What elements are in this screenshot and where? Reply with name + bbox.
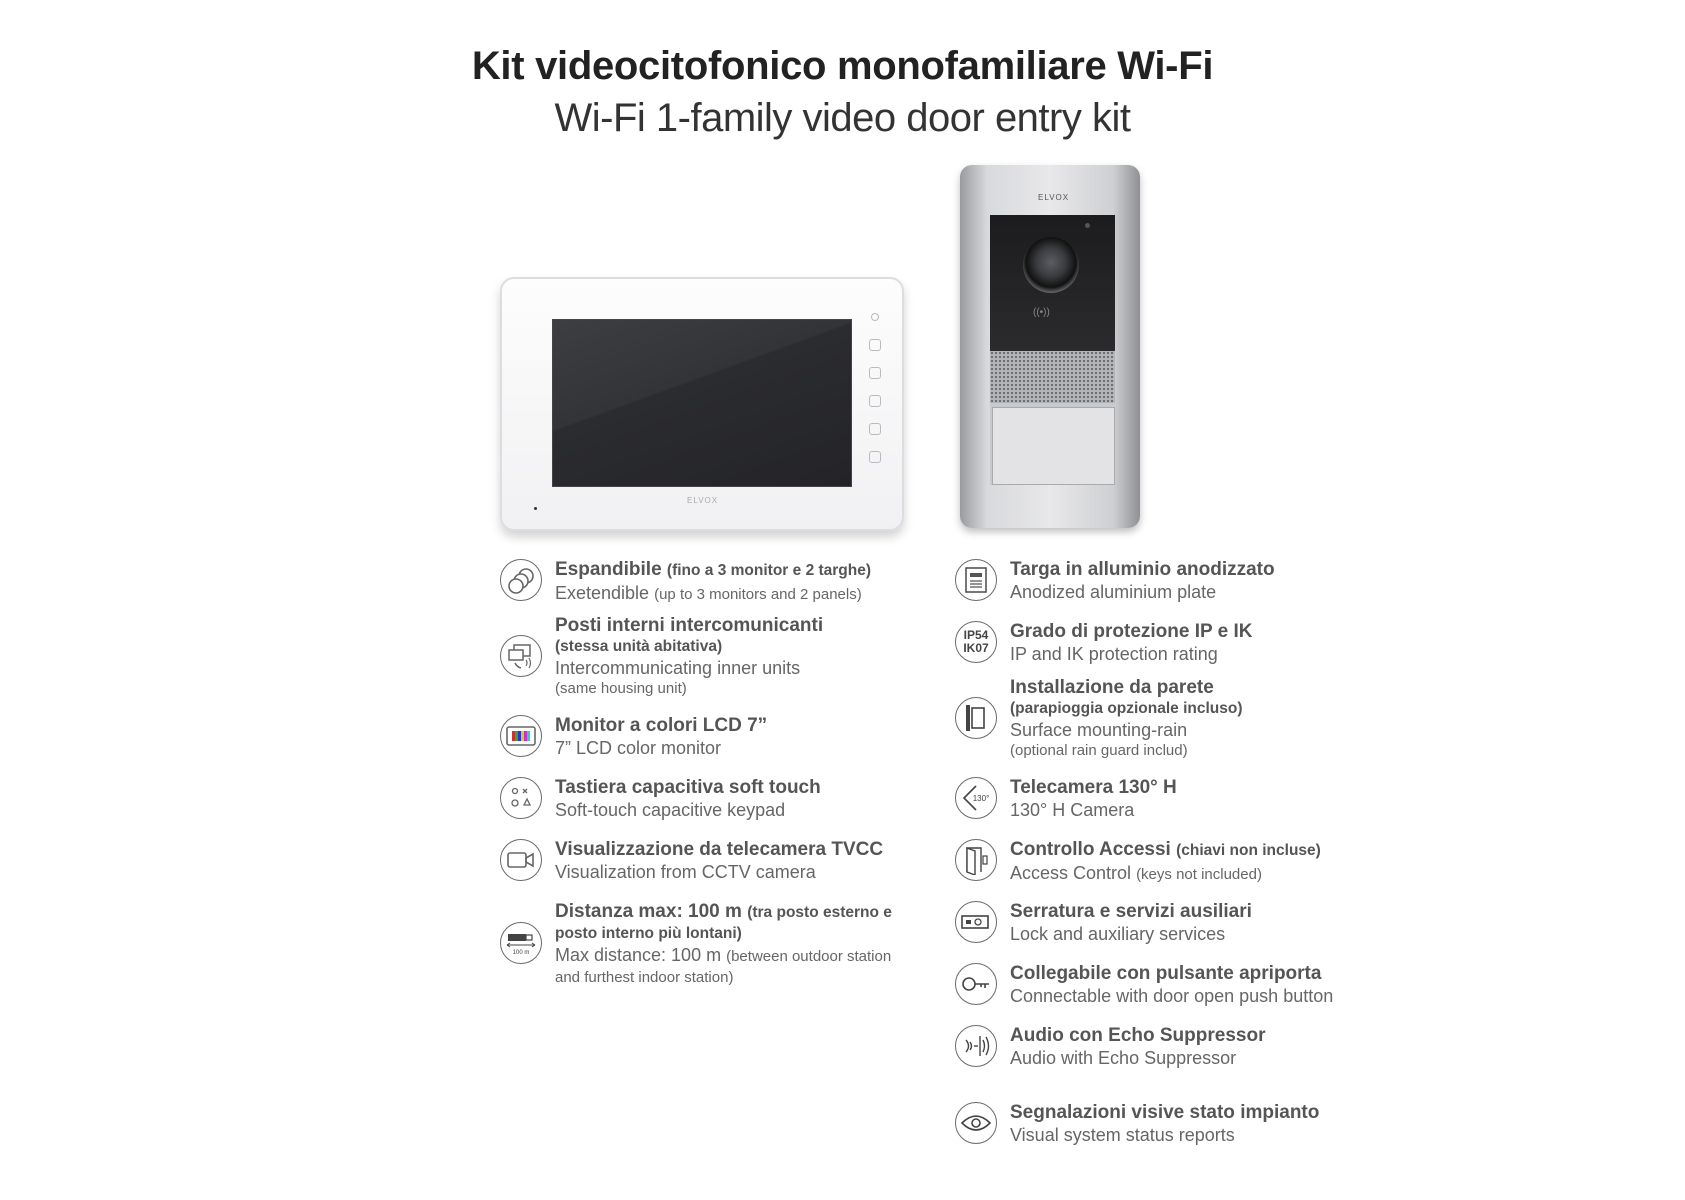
- distance-icon-label: 100 m: [512, 950, 530, 956]
- feature-title-it: Distanza max: 100 m: [555, 901, 742, 922]
- lcd-monitor-icon: [500, 715, 542, 757]
- panel-brand: ELVOX: [1038, 193, 1070, 202]
- wall-mount-icon: [955, 697, 997, 739]
- feature-title-it-note: (chiavi non incluse): [1176, 842, 1321, 859]
- feature-title-it: Targa in alluminio anodizzato: [1010, 559, 1275, 580]
- title-italian: Kit videocitofonico monofamiliare Wi-Fi: [471, 44, 1214, 88]
- feature-title-it: Controllo Accessi: [1010, 839, 1171, 860]
- feature-title-it: Segnalazioni visive stato impianto: [1010, 1102, 1320, 1123]
- aluminium-plate-icon: [955, 559, 997, 601]
- intercom-icon: [500, 635, 542, 677]
- feature-title-it: Posti interni intercomunicanti: [555, 615, 824, 636]
- monitor-brand: ELVOX: [687, 496, 719, 505]
- feature-title-it: Grado di protezione IP e IK: [1010, 621, 1253, 642]
- feature-title-it: Tastiera capacitiva soft touch: [555, 777, 821, 798]
- door-button-icon: [955, 963, 997, 1005]
- feature-title-it: Serratura e servizi ausiliari: [1010, 901, 1252, 922]
- cctv-camera-icon: [500, 839, 542, 881]
- feature-title-en: Audio with Echo Suppressor: [1010, 1048, 1237, 1068]
- feature-title-en: Intercommunicating inner units: [555, 658, 801, 678]
- monitor-button-icon: [869, 395, 881, 407]
- panel-camera-module: [990, 215, 1115, 351]
- call-button: [992, 407, 1115, 485]
- feature-title-it-line2: (stessa unità abitativa): [555, 638, 723, 655]
- title-english: Wi-Fi 1-family video door entry kit: [554, 96, 1131, 140]
- rfid-icon: ((•)): [1033, 307, 1050, 318]
- distance-icon: [500, 922, 542, 964]
- camera-angle-label: 130°: [972, 794, 990, 803]
- monitor-screen: [552, 319, 852, 487]
- feature-title-en: Exetendible: [555, 583, 650, 603]
- lock-icon: [955, 901, 997, 943]
- feature-title-en-note: (up to 3 monitors and 2 panels): [654, 586, 862, 603]
- feature-title-en: 130° H Camera: [1010, 800, 1135, 820]
- feature-title-it-note: (tra posto esterno e: [747, 904, 892, 921]
- feature-title-en: Connectable with door open push button: [1010, 986, 1334, 1006]
- ip-rating-icon: [955, 621, 997, 663]
- feature-title-en: Soft-touch capacitive keypad: [555, 800, 786, 820]
- feature-title-en-line2: (same housing unit): [555, 680, 687, 697]
- ik-rating-label: IK07: [963, 641, 989, 655]
- feature-title-en: Surface mounting-rain: [1010, 720, 1188, 740]
- access-control-icon: [955, 839, 997, 881]
- feature-title-en: 7” LCD color monitor: [555, 738, 722, 758]
- feature-title-en: Anodized aluminium plate: [1010, 582, 1217, 602]
- feature-title-en: Max distance: 100 m: [555, 945, 722, 965]
- outdoor-panel-image: [960, 165, 1140, 528]
- monitor-button-icon: [869, 451, 881, 463]
- panel-led-icon: [1085, 223, 1090, 228]
- monitor-led-icon: [871, 313, 879, 321]
- feature-title-en: Lock and auxiliary services: [1010, 924, 1226, 944]
- camera-angle-icon: [955, 777, 997, 819]
- feature-title-it: Monitor a colori LCD 7”: [555, 715, 768, 736]
- feature-title-it-note: (fino a 3 monitor e 2 targhe): [666, 562, 872, 579]
- feature-title-it: Installazione da parete: [1010, 677, 1214, 698]
- monitor-button-icon: [869, 367, 881, 379]
- status-eye-icon: [955, 1102, 997, 1144]
- feature-title-it: Telecamera 130° H: [1010, 777, 1177, 798]
- camera-lens-icon: [1023, 237, 1079, 293]
- feature-title-en: IP and IK protection rating: [1010, 644, 1218, 664]
- feature-title-en-line2: and furthest indoor station): [555, 969, 734, 986]
- monitor-microphone: [534, 507, 537, 510]
- panel-front: [990, 193, 1115, 485]
- feature-title-en: Visualization from CCTV camera: [555, 862, 816, 882]
- feature-title-it: Collegabile con pulsante apriporta: [1010, 963, 1322, 984]
- feature-title-it: Espandibile: [555, 559, 662, 580]
- echo-suppressor-icon: [955, 1025, 997, 1067]
- touch-keypad-icon: [500, 777, 542, 819]
- expandable-icon: [500, 559, 542, 601]
- feature-title-it: Audio con Echo Suppressor: [1010, 1025, 1266, 1046]
- feature-title-en-line2: (optional rain guard includ): [1010, 742, 1188, 759]
- feature-title-it-line2: (parapioggia opzionale incluso): [1010, 700, 1243, 717]
- indoor-monitor-image: [500, 277, 904, 531]
- feature-title-en-note: (keys not included): [1136, 866, 1262, 883]
- feature-title-en-note: (between outdoor station: [726, 948, 892, 965]
- feature-title-en: Visual system status reports: [1010, 1125, 1235, 1145]
- speaker-grill: [990, 351, 1115, 403]
- feature-title-it-line2: posto interno più lontani): [555, 925, 742, 942]
- ip-rating-label: IP54: [963, 628, 989, 642]
- monitor-button-icon: [869, 423, 881, 435]
- feature-title-en: Access Control: [1010, 863, 1132, 883]
- feature-title-it: Visualizzazione da telecamera TVCC: [555, 839, 884, 860]
- monitor-button-icon: [869, 339, 881, 351]
